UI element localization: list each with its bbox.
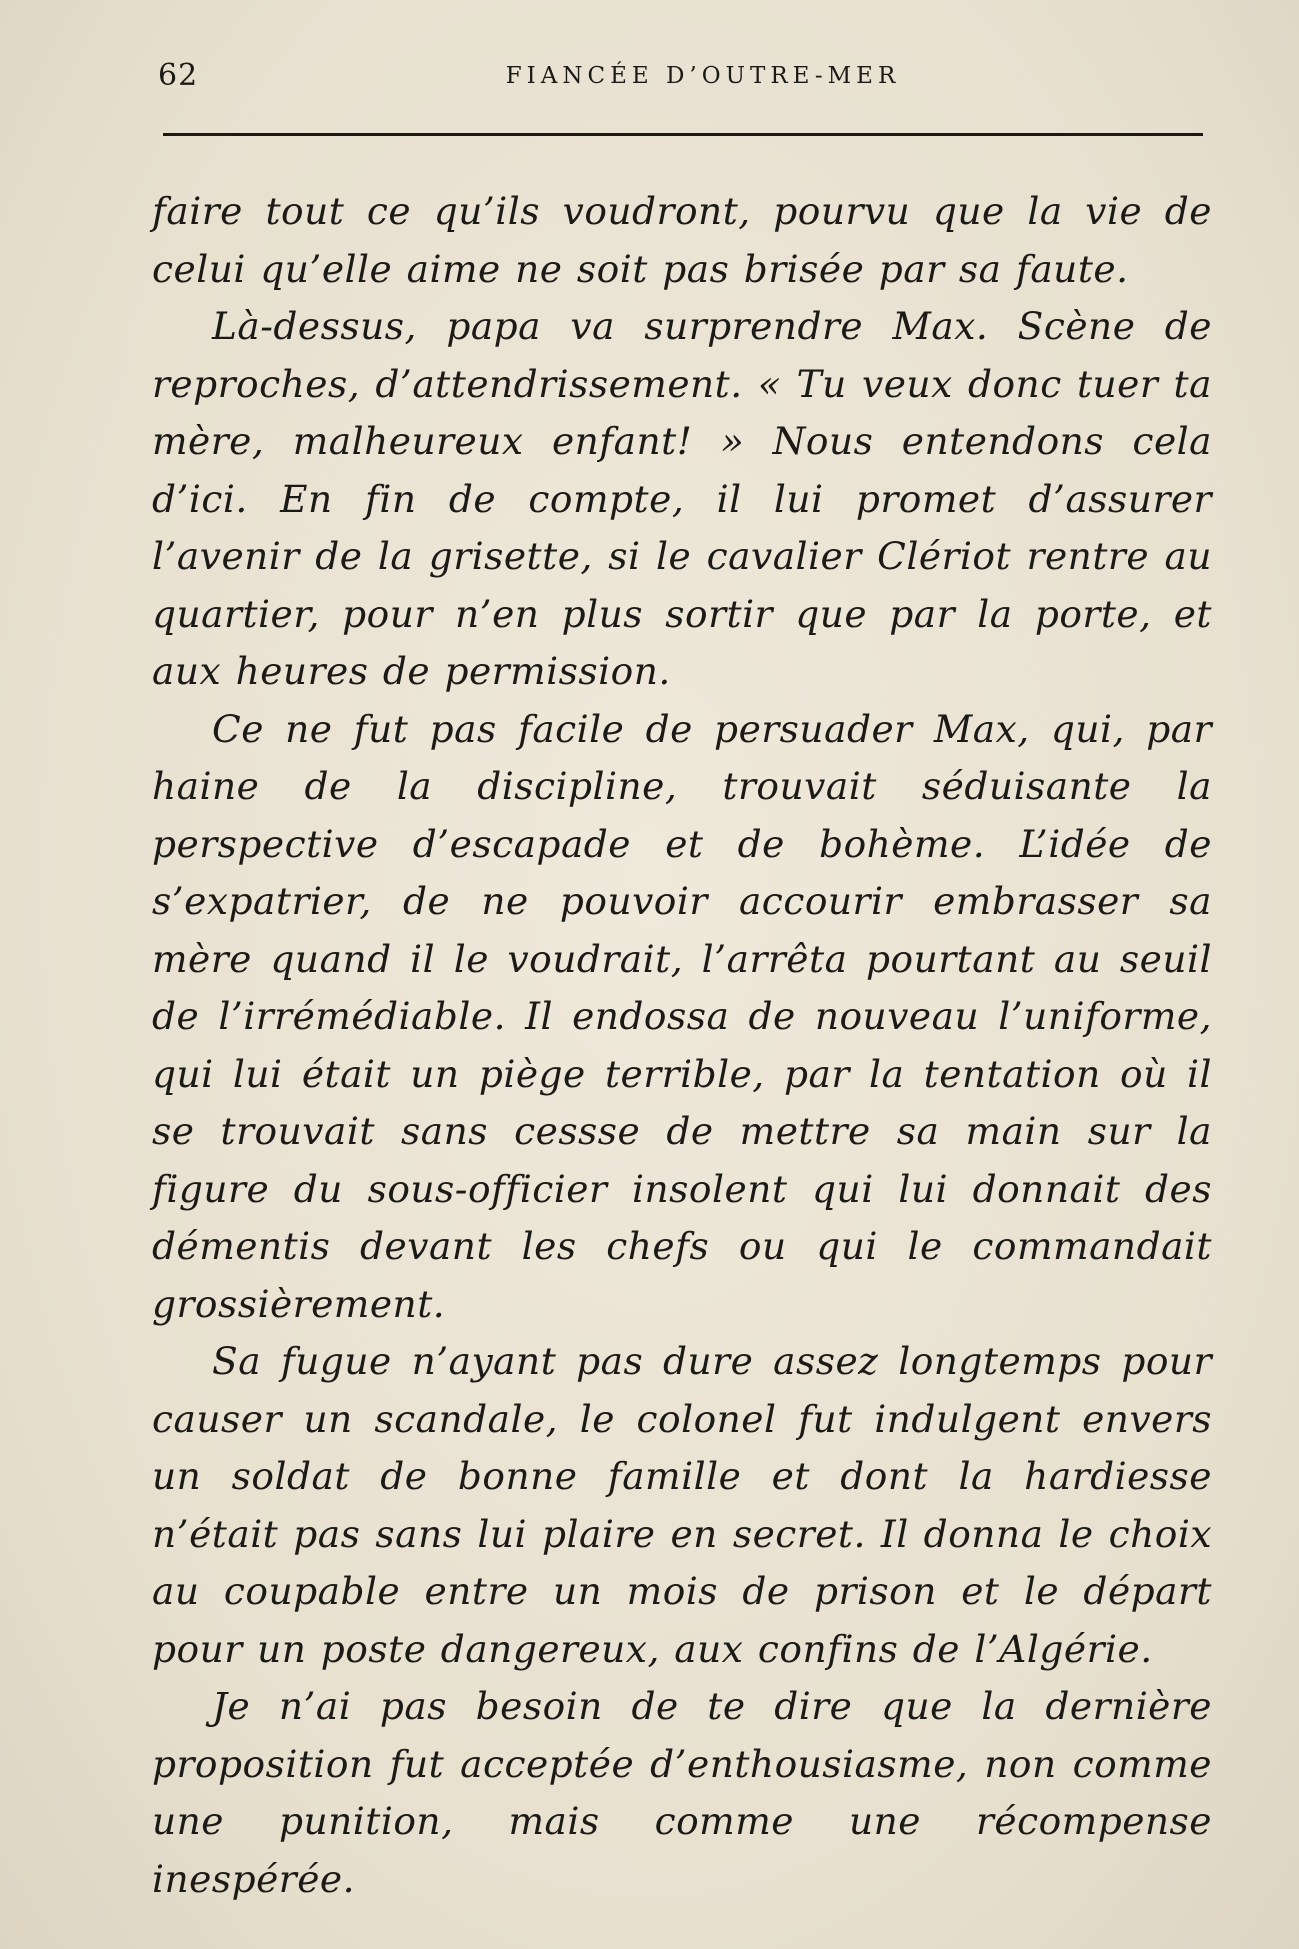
running-title: FIANCÉE D’OUTRE-MER (505, 63, 901, 89)
header-rule (163, 133, 1203, 136)
paragraph: Je n’ai pas besoin de te dire que la dernière proposition fut acceptée d’enthousiasme, non comme une punition, mais comme une récompense inespérée. (152, 1684, 1212, 1901)
paragraph: Là-dessus, papa va surprendre Max. Scène de reproches, d’attendrissement. « Tu veux donc tuer ta mère, malheureux enfant! » Nous entendons cela d’ici. En fin de compte, il lui promet d’assurer l’avenir de la grisette, si le cavalier Clériot rentre au quartier, pour n’en plus sortir que par la porte, et aux heures de permission. (152, 304, 1212, 693)
paragraph: Sa fugue n’ayant pas dure assez longtemps pour causer un scandale, le colonel fut indulgent envers un soldat de bonne famille et dont la hardiesse n’était pas sans lui plaire en secret. Il donna le choix au coupable entre un mois de prison et le départ pour un poste dangereux, aux confins de l’Algérie. (152, 1339, 1212, 1671)
running-head (158, 58, 1208, 108)
body-text (152, 183, 1212, 1908)
paragraph-continued: faire tout ce qu’ils voudront, pourvu que la vie de celui qu’elle aime ne soit pas brisée par sa faute. (152, 189, 1212, 291)
page-number: 62 (158, 58, 199, 93)
paragraph: Ce ne fut pas facile de persuader Max, qui, par haine de la discipline, trouvait séduisante la perspective d’escapade et de bohème. L’idée de s’expatrier, de ne pouvoir accourir embrasser sa mère quand il le voudrait, l’arrêta pourtant au seuil de l’irrémédiable. Il endossa de nouveau l’uniforme, qui lui était un piège terrible, par la tentation où il se trouvait sans cessse de mettre sa main sur la figure du sous-officier insolent qui lui donnait des démentis devant les chefs ou qui le commandait grossièrement. (152, 706, 1212, 1326)
